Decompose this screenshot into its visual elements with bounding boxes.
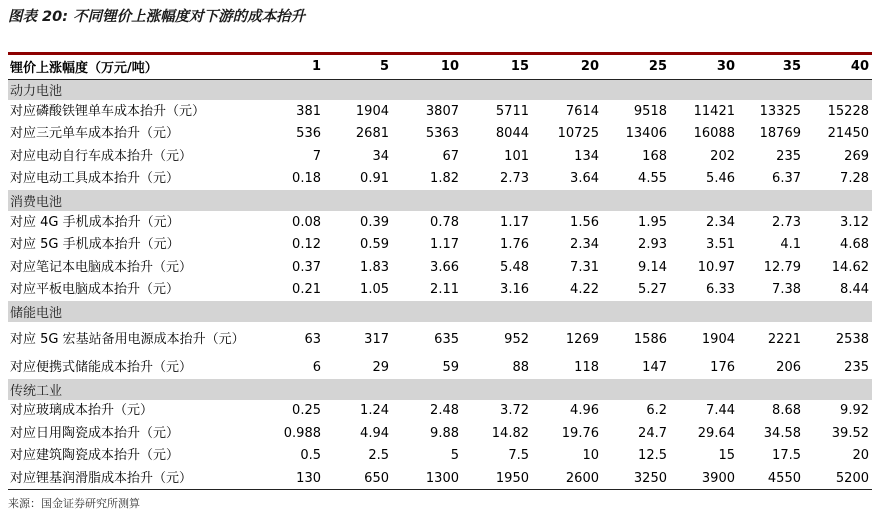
table-cell: 17.5 (772, 448, 801, 464)
table-cell: 1.17 (430, 237, 459, 253)
group-row (8, 301, 872, 322)
table-cell: 11421 (693, 103, 735, 119)
table-cell: 6.2 (646, 403, 667, 419)
table-cell: 952 (504, 331, 529, 347)
table-row (8, 422, 872, 445)
group-row (8, 190, 872, 211)
table-cell: 67 (442, 148, 459, 164)
table-cell: 5.48 (500, 259, 529, 275)
source-note: 来源：国金证券研究所测算 (8, 497, 140, 510)
table-body (8, 79, 872, 490)
table-cell: 7.31 (570, 259, 599, 275)
table-row (8, 445, 872, 468)
group-row (8, 79, 872, 100)
table-cell: 1.83 (360, 259, 389, 275)
table-cell: 2.11 (430, 282, 459, 298)
table-cell: 7 (312, 148, 321, 164)
table-cell: 101 (504, 148, 529, 164)
table-cell: 1.76 (500, 237, 529, 253)
table-cell: 0.59 (360, 237, 389, 253)
table-cell: 15 (718, 448, 735, 464)
table-cell: 5711 (495, 103, 529, 119)
header-column-15: 15 (510, 59, 529, 75)
table-cell: 3.12 (840, 214, 869, 230)
table-cell: 3.51 (706, 237, 735, 253)
table-cell: 24.7 (638, 425, 667, 441)
table-cell: 13325 (759, 103, 801, 119)
table-cell: 9.92 (840, 403, 869, 419)
table-cell: 5363 (425, 126, 459, 142)
table-cell: 2600 (565, 470, 599, 486)
table-cell: 7.44 (706, 403, 735, 419)
row-label: 对应日用陶瓷成本抬升（元） (10, 425, 180, 441)
header-column-40: 40 (850, 59, 869, 75)
table-cell: 2.73 (772, 214, 801, 230)
table-cell: 10725 (557, 126, 599, 142)
table-cell: 650 (364, 470, 389, 486)
header-column-20: 20 (580, 59, 599, 75)
table-cell: 1904 (355, 103, 389, 119)
table-cell: 5.27 (638, 282, 667, 298)
header-column-5: 5 (379, 59, 389, 75)
table-cell: 21450 (827, 126, 869, 142)
table-cell: 6 (312, 359, 321, 375)
table-cell: 3900 (701, 470, 735, 486)
table-cell: 235 (776, 148, 801, 164)
table-cell: 536 (296, 126, 321, 142)
table-header (8, 55, 872, 79)
table-cell: 1.05 (360, 282, 389, 298)
row-label: 对应平板电脑成本抬升（元） (10, 282, 180, 298)
table-cell: 5.46 (706, 171, 735, 187)
table-cell: 12.79 (763, 259, 801, 275)
table-cell: 2221 (767, 331, 801, 347)
table-cell: 2.34 (570, 237, 599, 253)
header-column-1: 1 (311, 59, 321, 75)
table-cell: 1.82 (430, 171, 459, 187)
row-label: 对应锂基润滑脂成本抬升（元） (10, 470, 193, 486)
header-row (8, 55, 872, 79)
table-cell: 206 (776, 359, 801, 375)
table-cell: 34.58 (763, 425, 801, 441)
table-cell: 1.17 (500, 214, 529, 230)
table-cell: 2.93 (638, 237, 667, 253)
group-label: 储能电池 (10, 306, 63, 321)
table-cell: 269 (844, 148, 869, 164)
table-cell: 381 (296, 103, 321, 119)
row-label: 对应 4G 手机成本抬升（元） (10, 214, 180, 230)
header-column-35: 35 (782, 59, 801, 75)
table-cell: 2.48 (430, 403, 459, 419)
header-label: 锂价上涨幅度（万元/吨） (10, 61, 158, 77)
table-cell: 3.64 (570, 171, 599, 187)
row-label: 对应建筑陶瓷成本抬升（元） (10, 448, 180, 464)
table-cell: 134 (574, 148, 599, 164)
table-cell: 1.56 (570, 214, 599, 230)
table-cell: 0.08 (292, 214, 321, 230)
group-row (8, 379, 872, 400)
row-label: 对应 5G 宏基站备用电源成本抬升（元） (10, 331, 245, 347)
row-label: 对应笔记本电脑成本抬升（元） (10, 259, 193, 275)
figure-title: 图表 20: 不同锂价上涨幅度对下游的成本抬升 (8, 9, 306, 25)
table-cell: 130 (296, 470, 321, 486)
table-cell: 0.37 (292, 259, 321, 275)
table-cell: 0.988 (283, 425, 321, 441)
table-row (8, 400, 872, 423)
table-cell: 29 (372, 359, 389, 375)
table-row (8, 467, 872, 490)
table-cell: 0.12 (292, 237, 321, 253)
header-column-10: 10 (440, 59, 459, 75)
table-cell: 15228 (827, 103, 869, 119)
table-cell: 0.21 (292, 282, 321, 298)
table-cell: 0.78 (430, 214, 459, 230)
header-column-25: 25 (648, 59, 667, 75)
table-cell: 0.39 (360, 214, 389, 230)
table-cell: 118 (574, 359, 599, 375)
table-row (8, 168, 872, 191)
table-row (8, 256, 872, 279)
table-cell: 176 (710, 359, 735, 375)
table-cell: 3807 (425, 103, 459, 119)
table-cell: 8.44 (840, 282, 869, 298)
table-cell: 1.95 (638, 214, 667, 230)
table-row (8, 322, 872, 356)
table-cell: 2538 (835, 331, 869, 347)
table-cell: 39.52 (831, 425, 869, 441)
table-cell: 1.24 (360, 403, 389, 419)
table-cell: 19.76 (561, 425, 599, 441)
table-cell: 34 (372, 148, 389, 164)
table-cell: 4.96 (570, 403, 599, 419)
table-cell: 9518 (633, 103, 667, 119)
table-cell: 4550 (767, 470, 801, 486)
table-cell: 317 (364, 331, 389, 347)
table-row (8, 123, 872, 146)
table-cell: 14.62 (831, 259, 869, 275)
table-cell: 4.68 (840, 237, 869, 253)
table-cell: 63 (304, 331, 321, 347)
table-cell: 1269 (565, 331, 599, 347)
table-cell: 1586 (633, 331, 667, 347)
row-label: 对应三元单车成本抬升（元） (10, 126, 180, 142)
table-cell: 16088 (693, 126, 735, 142)
header-column-30: 30 (716, 59, 735, 75)
table-row (8, 356, 872, 379)
table-cell: 0.18 (292, 171, 321, 187)
table-cell: 235 (844, 359, 869, 375)
row-label: 对应 5G 手机成本抬升（元） (10, 237, 180, 253)
table-cell: 168 (642, 148, 667, 164)
table-cell: 202 (710, 148, 735, 164)
table-cell: 29.64 (697, 425, 735, 441)
table-cell: 2681 (355, 126, 389, 142)
table-cell: 10.97 (697, 259, 735, 275)
table-cell: 2.73 (500, 171, 529, 187)
row-label: 对应磷酸铁锂单车成本抬升（元） (10, 103, 206, 119)
table-cell: 1950 (495, 470, 529, 486)
table-cell: 9.14 (638, 259, 667, 275)
table-cell: 5200 (835, 470, 869, 486)
group-label: 传统工业 (10, 383, 63, 399)
table-cell: 7.38 (772, 282, 801, 298)
table-cell: 20 (852, 448, 869, 464)
table-cell: 88 (512, 359, 529, 375)
cost-table (8, 55, 872, 490)
table-row (8, 279, 872, 302)
table-cell: 7.5 (508, 448, 529, 464)
table-cell: 5 (450, 448, 459, 464)
table-row (8, 211, 872, 234)
table-cell: 7614 (565, 103, 599, 119)
table-cell: 6.37 (772, 171, 801, 187)
table-row (8, 145, 872, 168)
table-cell: 3.66 (430, 259, 459, 275)
table-cell: 0.91 (360, 171, 389, 187)
table-cell: 147 (642, 359, 667, 375)
group-label: 动力电池 (10, 84, 63, 100)
table-cell: 3.16 (500, 282, 529, 298)
table-cell: 4.1 (780, 237, 801, 253)
table-cell: 2.5 (368, 448, 389, 464)
table-row (8, 234, 872, 257)
row-label: 对应电动工具成本抬升（元） (10, 171, 180, 187)
row-label: 对应便携式储能成本抬升（元） (10, 359, 193, 375)
table-cell: 4.94 (360, 425, 389, 441)
table-cell: 635 (434, 331, 459, 347)
table-cell: 59 (442, 359, 459, 375)
table-cell: 4.22 (570, 282, 599, 298)
table-cell: 0.25 (292, 403, 321, 419)
table-cell: 2.34 (706, 214, 735, 230)
group-label: 消费电池 (10, 195, 63, 210)
table-cell: 9.88 (430, 425, 459, 441)
table-cell: 13406 (625, 126, 667, 142)
table-cell: 14.82 (491, 425, 529, 441)
table-cell: 8.68 (772, 403, 801, 419)
table-cell: 8044 (495, 126, 529, 142)
table-row (8, 100, 872, 123)
table-cell: 3250 (633, 470, 667, 486)
row-label: 对应玻璃成本抬升（元） (10, 403, 154, 419)
table-cell: 1300 (425, 470, 459, 486)
table-cell: 6.33 (706, 282, 735, 298)
table-cell: 0.5 (300, 448, 321, 464)
table-cell: 1904 (701, 331, 735, 347)
table-cell: 10 (582, 448, 599, 464)
table-cell: 18769 (759, 126, 801, 142)
table-cell: 7.28 (840, 171, 869, 187)
table-cell: 4.55 (638, 171, 667, 187)
table-cell: 3.72 (500, 403, 529, 419)
row-label: 对应电动自行车成本抬升（元） (10, 148, 193, 164)
table-cell: 12.5 (638, 448, 667, 464)
